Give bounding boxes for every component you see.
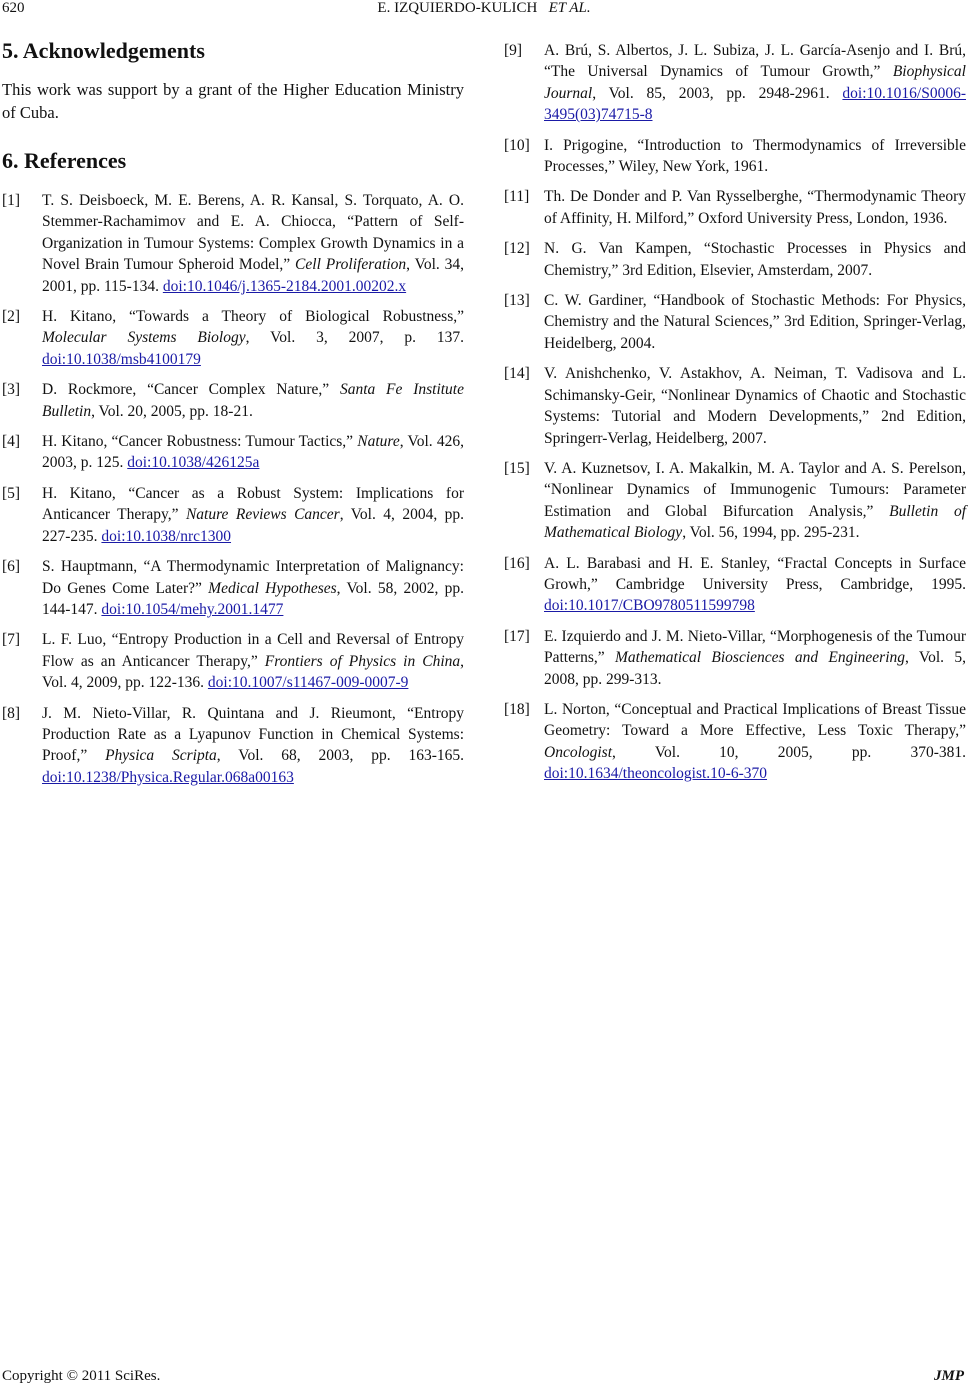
reference-text bbox=[544, 363, 966, 449]
reference-item bbox=[504, 553, 966, 617]
reference-item bbox=[2, 379, 464, 422]
reference-number: [2] bbox=[2, 308, 21, 326]
acknowledgements-text: This work was support by a grant of the Higher Education Ministry of Cuba. bbox=[2, 80, 464, 122]
reference-number: [13] bbox=[504, 292, 530, 310]
doi-link[interactable]: doi:10.1038/426125a bbox=[127, 454, 260, 472]
reference-number: [3] bbox=[2, 381, 21, 399]
reference-journal: Biophysical Journal bbox=[544, 63, 966, 102]
doi-link[interactable]: doi:10.1054/mehy.2001.1477 bbox=[101, 600, 284, 618]
reference-main-text: I. Prigogine, “Introduction to Thermodynamics of Irreversible Processes,” Wiley, New York, 1961. bbox=[544, 136, 966, 176]
reference-journal: Nature bbox=[357, 433, 400, 451]
reference-text bbox=[42, 556, 464, 620]
reference-text bbox=[544, 290, 966, 354]
doi-link[interactable]: doi:10.1017/CBO9780511599798 bbox=[544, 597, 755, 615]
reference-text bbox=[544, 186, 966, 229]
reference-number: [12] bbox=[504, 240, 530, 258]
left-column bbox=[2, 36, 464, 797]
reference-journal: Santa Fe Institute Bulletin bbox=[42, 381, 464, 420]
reference-text bbox=[544, 626, 966, 690]
reference-details: , Vol. 4, 2004, pp. 227-235. bbox=[42, 506, 464, 545]
reference-text bbox=[42, 306, 464, 370]
reference-item bbox=[504, 699, 966, 785]
reference-text bbox=[42, 431, 464, 474]
reference-details: , Vol. 58, 2002, pp. 144-147. bbox=[42, 579, 464, 618]
reference-main-text: V. Anishchenko, V. Astakhov, A. Neiman, T. Vadisova and L. Schimansky-Geir, “Nonlinear Dynamics of Chaotic and Stochastic Systems: Tutorial and Modern Developments,” 2nd Edition, Springerr-Verlag, Heidelberg, 2007. bbox=[544, 365, 966, 447]
reference-details: , Vol. 10, 2005, pp. 370-381. bbox=[612, 743, 966, 761]
reference-item bbox=[2, 703, 464, 789]
reference-journal: Bulletin of Mathematical Biology bbox=[544, 502, 967, 542]
reference-item bbox=[504, 40, 966, 126]
reference-item bbox=[2, 431, 464, 474]
reference-details: , Vol. 34, 2001, pp. 115-134. bbox=[42, 256, 465, 295]
reference-number: [17] bbox=[504, 627, 530, 645]
reference-item bbox=[504, 626, 966, 690]
reference-number: [1] bbox=[2, 192, 21, 209]
page-number: 620 bbox=[2, 0, 25, 16]
doi-link[interactable]: doi:10.1016/S0006-3495(03)74715-8 bbox=[544, 84, 966, 124]
reference-text bbox=[42, 629, 464, 693]
reference-item bbox=[504, 458, 966, 544]
reference-number: [11] bbox=[504, 188, 530, 206]
reference-number: [4] bbox=[2, 433, 21, 451]
reference-main-text: Th. De Donder and P. Van Rysselberghe, “Thermodynamic Theory of Affinity, H. Milford,” Oxford University Press, London, 1936. bbox=[544, 188, 966, 227]
doi-link[interactable]: doi:10.1238/Physica.Regular.068a00163 bbox=[42, 768, 294, 786]
reference-text bbox=[544, 238, 966, 281]
reference-number: [15] bbox=[504, 459, 530, 477]
footer-journal: JMP bbox=[934, 1368, 964, 1384]
reference-item bbox=[504, 135, 966, 178]
reference-main-text: S. Hauptmann, “A Thermodynamic Interpretation of Malignancy: Do Genes Come Later?” bbox=[42, 558, 464, 597]
reference-details: , Vol. 56, 1994, pp. 295-231. bbox=[682, 524, 860, 542]
reference-journal: Medical Hypotheses bbox=[208, 579, 337, 597]
reference-number: [10] bbox=[504, 136, 530, 154]
reference-item bbox=[504, 290, 966, 354]
reference-text bbox=[42, 379, 464, 422]
reference-main-text: E. Izquierdo and J. M. Nieto-Villar, “Morphogenesis of the Tumour Patterns,” bbox=[544, 627, 966, 667]
reference-item bbox=[504, 186, 966, 229]
reference-main-text: A. Brú, S. Albertos, J. L. Subiza, J. L. García-Asenjo and I. Brú, “The Universal Dynamics of Tumour Growth,” bbox=[544, 42, 966, 81]
reference-main-text: L. Norton, “Conceptual and Practical Implications of Breast Tissue Geometry: Toward a More Effective, Less Toxic Therapy,” bbox=[544, 700, 966, 740]
reference-main-text: N. G. Van Kampen, “Stochastic Processes in Physics and Chemistry,” 3rd Edition, Elsevier, Amsterdam, 2007. bbox=[544, 240, 966, 279]
reference-main-text: D. Rockmore, “Cancer Complex Nature,” bbox=[42, 381, 340, 399]
reference-main-text: J. M. Nieto-Villar, R. Quintana and J. Rieumont, “Entropy Production Rate as a Lyapunov Function in Chemical Systems: Proof,” bbox=[42, 704, 464, 765]
reference-main-text: H. Kitano, “Towards a Theory of Biological Robustness,” bbox=[42, 308, 464, 326]
doi-link[interactable]: doi:10.1038/nrc1300 bbox=[101, 527, 232, 545]
reference-item bbox=[2, 483, 464, 547]
reference-main-text: L. F. Luo, “Entropy Production in a Cell and Reversal of Entropy Flow as an Anticancer Therapy,” bbox=[42, 631, 464, 670]
reference-number: [16] bbox=[504, 554, 530, 572]
reference-journal: Mathematical Biosciences and Engineering bbox=[615, 649, 906, 667]
reference-details: , Vol. 20, 2005, pp. 18-21. bbox=[91, 402, 253, 420]
reference-text bbox=[544, 458, 966, 544]
running-head-author: E. IZQUIERDO-KULICH bbox=[377, 0, 538, 16]
reference-text bbox=[42, 703, 464, 789]
right-column bbox=[504, 40, 966, 794]
doi-link[interactable]: doi:10.1038/msb4100179 bbox=[42, 350, 201, 368]
reference-main-text: C. W. Gardiner, “Handbook of Stochastic Methods: For Physics, Chemistry and the Natural Sciences,” 3rd Edition, Springer-Verlag, Heidelberg, 2004. bbox=[544, 292, 966, 352]
reference-details: , Vol. 68, 2003, pp. 163-165. bbox=[216, 747, 465, 765]
reference-text bbox=[544, 699, 966, 785]
reference-number: [8] bbox=[2, 704, 21, 722]
reference-text bbox=[42, 190, 464, 297]
reference-number: [14] bbox=[504, 365, 530, 383]
reference-details: , Vol. 426, 2003, p. 125. bbox=[42, 433, 464, 472]
reference-item bbox=[504, 363, 966, 449]
reference-journal: Nature Reviews Cancer bbox=[185, 506, 340, 524]
reference-item bbox=[2, 556, 464, 620]
reference-journal: Oncologist bbox=[544, 743, 613, 761]
running-head-etal: ET AL. bbox=[548, 0, 591, 16]
reference-text bbox=[544, 553, 966, 617]
reference-number: [9] bbox=[504, 42, 523, 59]
reference-text bbox=[544, 135, 966, 178]
doi-link[interactable]: doi:10.1007/s11467-009-0007-9 bbox=[207, 674, 409, 692]
reference-main-text: H. Kitano, “Cancer Robustness: Tumour Tactics,” bbox=[42, 433, 358, 451]
reference-list-left bbox=[2, 190, 464, 788]
reference-number: [5] bbox=[2, 484, 21, 502]
reference-journal: Molecular Systems Biology bbox=[42, 329, 246, 347]
footer-copyright: Copyright © 2011 SciRes. bbox=[2, 1368, 161, 1384]
reference-item bbox=[2, 306, 464, 370]
doi-link[interactable]: doi:10.1046/j.1365-2184.2001.00202.x bbox=[162, 277, 407, 295]
reference-text bbox=[544, 40, 966, 126]
reference-details: , Vol. 5, 2008, pp. 299-313. bbox=[544, 649, 966, 688]
reference-text bbox=[42, 483, 464, 547]
reference-main-text: T. S. Deisboeck, M. E. Berens, A. R. Kansal, S. Torquato, A. O. Stemmer-Rachamimov and E. A. Chiocca, “Pattern of Self-Organization in Tumour Systems: Complex Growth Dynamics in a Novel Brain Tumour Spheroid Model,” bbox=[42, 192, 464, 274]
running-head bbox=[0, 0, 968, 17]
reference-number: [18] bbox=[504, 700, 530, 718]
reference-main-text: H. Kitano, “Cancer as a Robust System: Implications for Anticancer Therapy,” bbox=[42, 484, 464, 524]
doi-link[interactable]: doi:10.1634/theoncologist.10-6-370 bbox=[544, 765, 768, 783]
references-heading: 6. References bbox=[2, 148, 127, 173]
reference-list-right bbox=[504, 40, 966, 785]
reference-journal: Cell Proliferation bbox=[295, 256, 407, 274]
reference-main-text: A. L. Barabasi and H. E. Stanley, “Fractal Concepts in Surface Growh,” Cambridge University Press, Cambridge, 1995. bbox=[544, 554, 966, 593]
reference-main-text: V. A. Kuznetsov, I. A. Makalkin, M. A. Taylor and A. S. Perelson, “Nonlinear Dynamics of Immunogenic Tumours: Parameter Estimation and Global Bifurcation Analysis,” bbox=[544, 459, 966, 520]
reference-item bbox=[504, 238, 966, 281]
reference-details: , Vol. 85, 2003, pp. 2948-2961. bbox=[592, 84, 843, 102]
acknowledgements-heading: 5. Acknowledgements bbox=[2, 38, 205, 63]
reference-details: , Vol. 3, 2007, p. 137. bbox=[245, 329, 464, 347]
reference-number: [7] bbox=[2, 631, 21, 649]
reference-details: , Vol. 4, 2009, pp. 122-136. bbox=[42, 652, 465, 692]
reference-journal: Physica Scripta bbox=[105, 747, 217, 765]
reference-number: [6] bbox=[2, 558, 21, 576]
reference-item bbox=[2, 629, 464, 693]
reference-item bbox=[2, 190, 464, 297]
reference-journal: Frontiers of Physics in China bbox=[264, 652, 461, 670]
